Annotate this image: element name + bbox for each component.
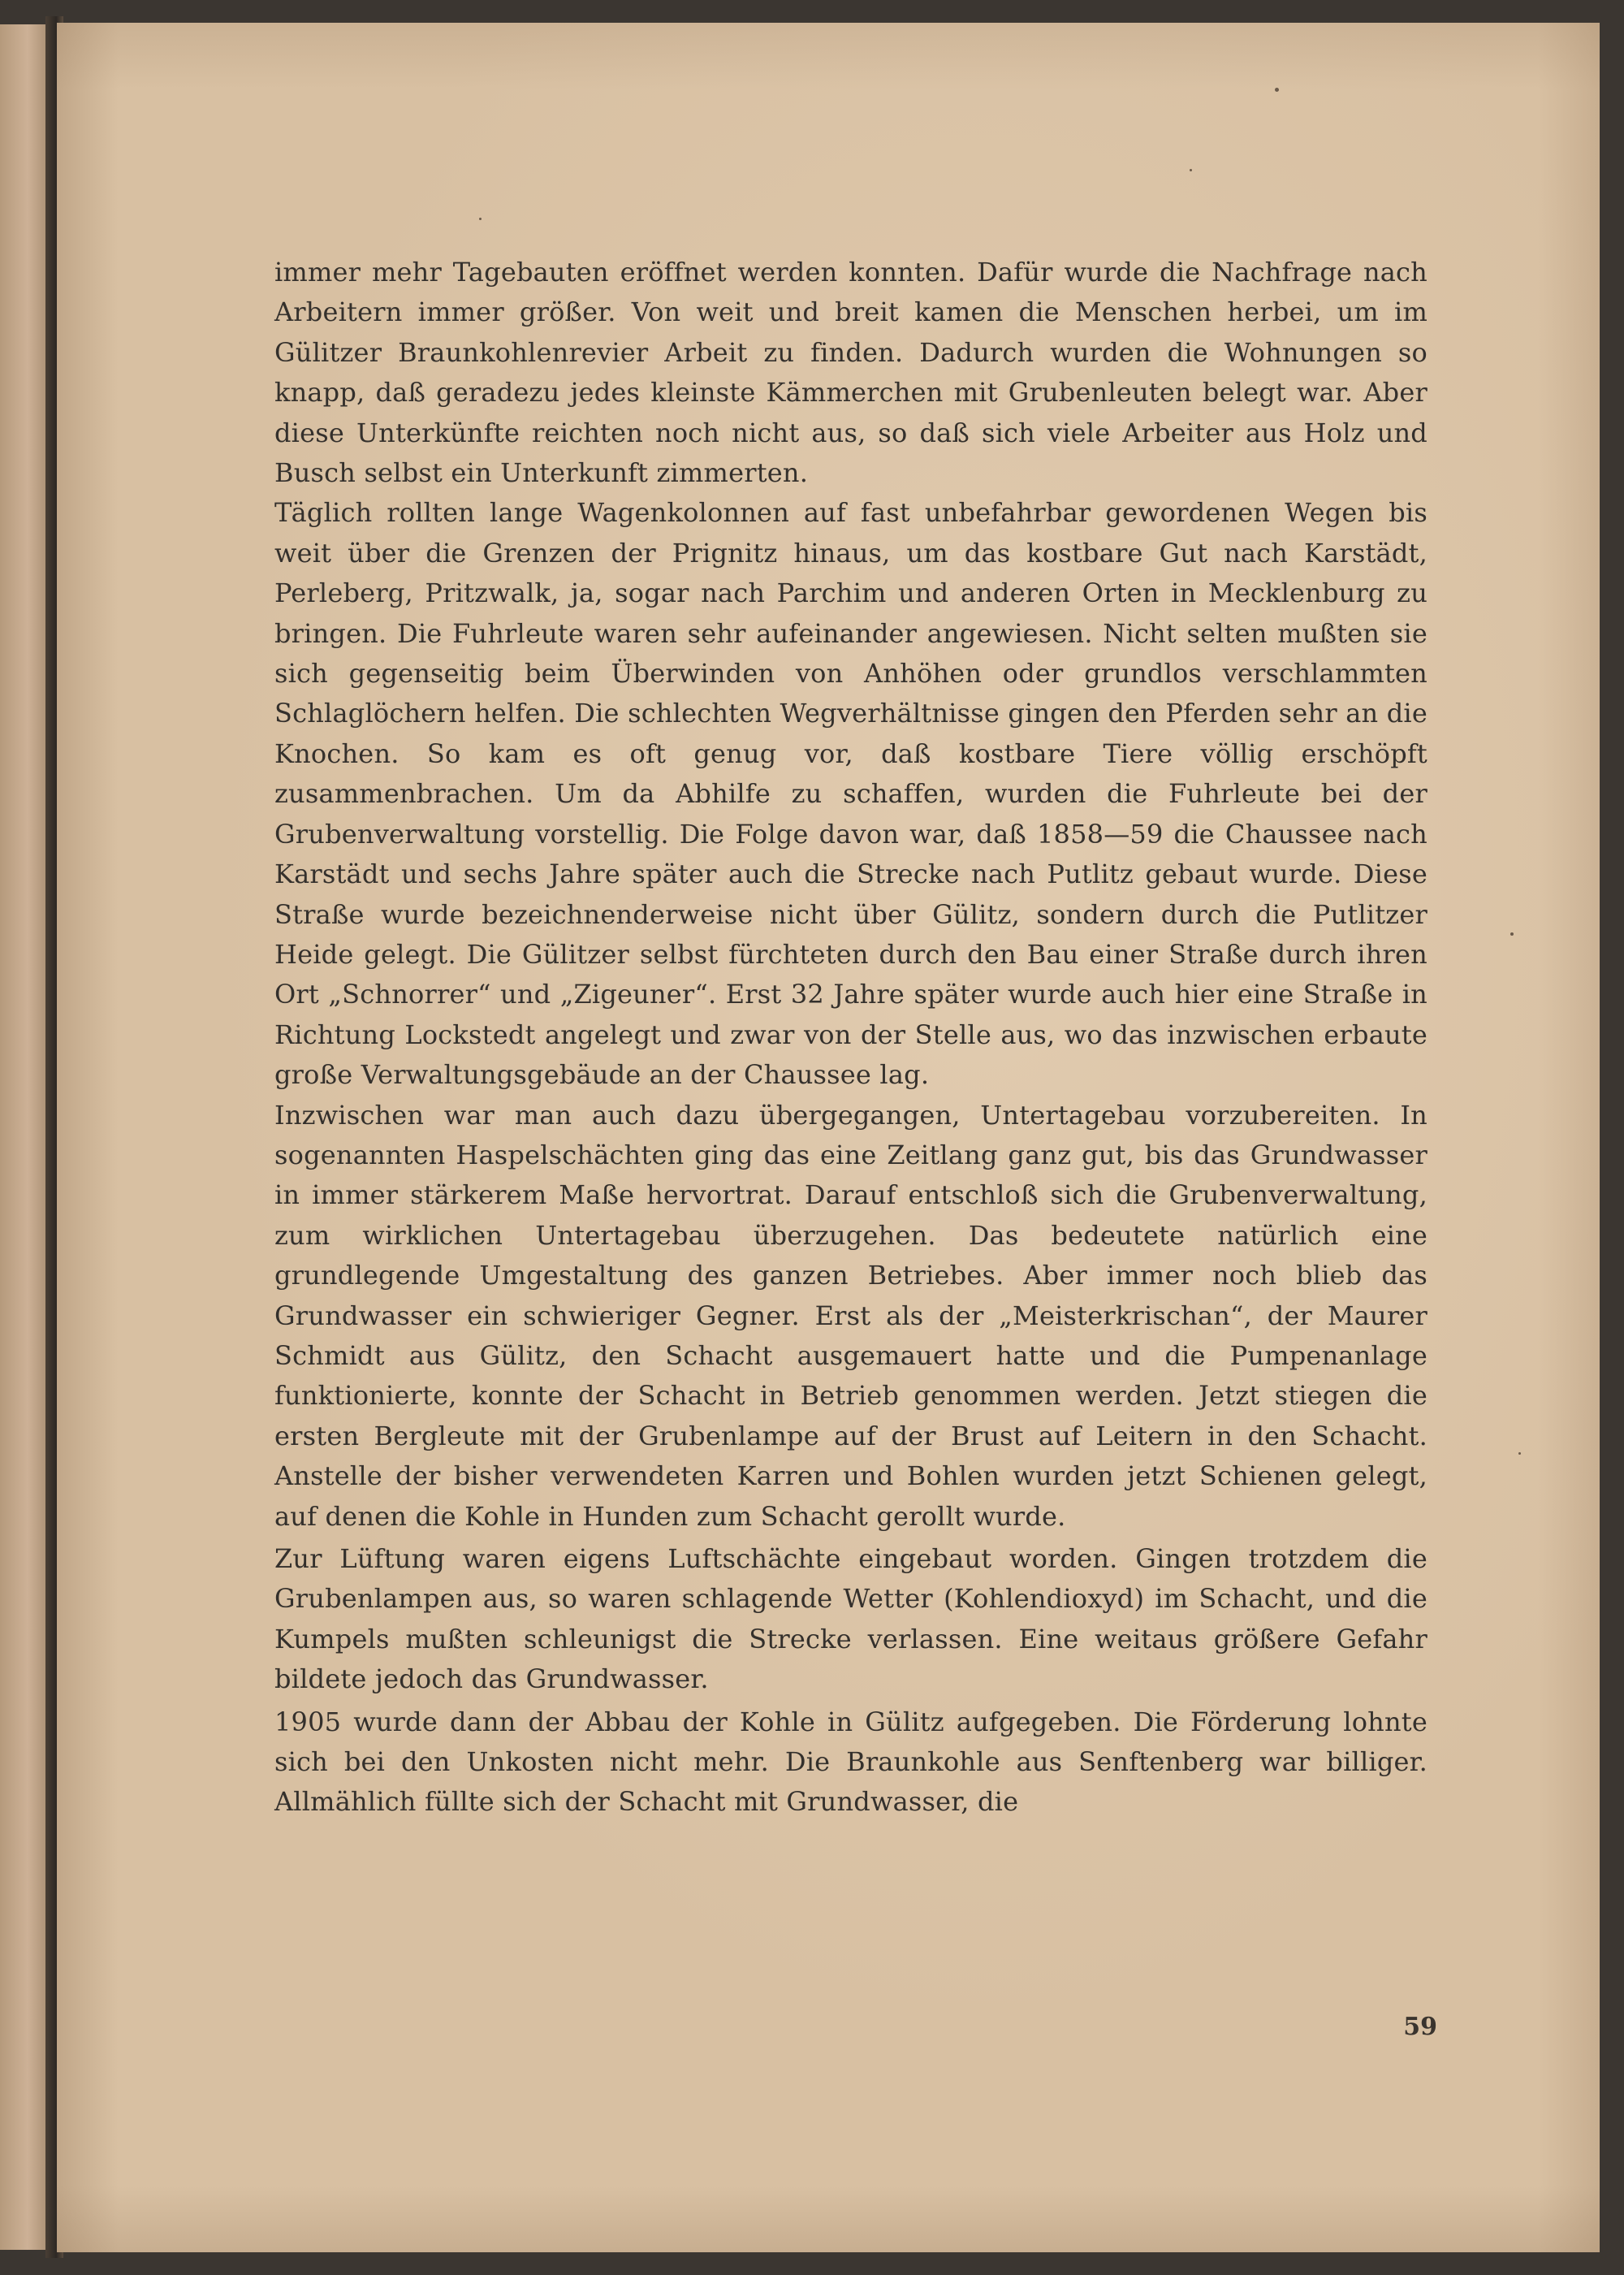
body-text [274, 253, 1427, 1823]
facing-page-edge [0, 24, 50, 2250]
paper-speck [479, 218, 482, 220]
paragraph: 1905 wurde dann der Abbau der Kohle in Gülitz aufgegeben. Die Förderung lohnte sich bei den Unkosten nicht mehr. Die Braunkohle aus Senftenberg war billiger. Allmählich füllte sich der Schacht mit Grundwasser, die [274, 1706, 1427, 1818]
paragraph: Inzwischen war man auch dazu übergegangen, Untertagebau vorzubereiten. In sogenannten Haspelschächten ging das eine Zeitlang ganz gut, bis das Grundwasser in immer stärkerem Maße hervortrat. Darauf entschloß sich die Grubenverwaltung, zum wirklichen Untertagebau überzugehen. Das bedeutete natürlich eine grundlegende Umgestaltung des ganzen Betriebes. Aber immer noch blieb das Grundwasser ein schwieriger Gegner. Erst als der „Meisterkrischan“, der Maurer Schmidt aus Gülitz, den Schacht ausgemauert hatte und die Pumpenanlage funktionierte, konnte der Schacht in Betrieb genommen werden. Jetzt stiegen die ersten Bergleute mit der Grubenlampe auf der Brust auf Leitern in den Schacht. Anstelle der bisher verwendeten Karren und Bohlen wurden jetzt Schienen gelegt, auf denen die Kohle in Hunden zum Schacht gerollt wurde. [274, 1099, 1427, 1532]
paper-speck [1275, 88, 1279, 92]
paragraph: Zur Lüftung waren eigens Luftschächte eingebaut worden. Gingen trotzdem die Grubenlampen aus, so waren schlagende Wetter (Kohlendioxyd) im Schacht, und die Kumpels mußten schleunigst die Strecke verlassen. Eine weitaus größere Gefahr bildete jedoch das Grundwasser. [274, 1543, 1427, 1695]
page-number: 59 [1403, 2013, 1437, 2041]
paragraph: immer mehr Tagebauten eröffnet werden konnten. Dafür wurde die Nachfrage nach Arbeitern immer größer. Von weit und breit kamen die Menschen herbei, um im Gülitzer Braunkohlenrevier Arbeit zu finden. Dadurch wurden die Wohnungen so knapp, daß geradezu jedes kleinste Kämmerchen mit Grubenleuten belegt war. Aber diese Unterkünfte reichten noch nicht aus, so daß sich viele Arbeiter aus Holz und Busch selbst ein Unterkunft zimmerten. [274, 257, 1427, 489]
paragraph: Täglich rollten lange Wagenkolonnen auf fast unbefahrbar gewordenen Wegen bis weit über die Grenzen der Prignitz hinaus, um das kostbare Gut nach Karstädt, Perleberg, Pritzwalk, ja, sogar nach Parchim und anderen Orten in Mecklenburg zu bringen. Die Fuhrleute waren sehr aufeinander angewiesen. Nicht selten mußten sie sich gegenseitig beim Überwinden von Anhöhen oder grundlos verschlammten Schlaglöchern helfen. Die schlechten Wegverhältnisse gingen den Pferden sehr an die Knochen. So kam es oft genug vor, daß kostbare Tiere völlig erschöpft zusammenbrachen. Um da Abhilfe zu schaffen, wurden die Fuhrleute bei der Grubenverwaltung vorstellig. Die Folge davon war, daß 1858—59 die Chaussee nach Karstädt und sechs Jahre später auch die Strecke nach Putlitz gebaut wurde. Diese Straße wurde bezeichnenderweise nicht über Gülitz, sondern durch die Putlitzer Heide gelegt. Die Gülitzer selbst fürchteten durch den Bau einer Straße durch ihren Ort „Schnorrer“ und „Zigeuner“. Erst 32 Jahre später wurde auch hier eine Straße in Richtung Lockstedt angelegt und zwar von der Stelle aus, wo das inzwischen erbaute große Verwaltungsgebäude an der Chaussee lag. [274, 497, 1427, 1091]
paper-speck [1510, 932, 1514, 936]
book-page [57, 23, 1600, 2252]
paper-speck [1518, 1452, 1521, 1455]
paper-speck [1190, 169, 1192, 171]
